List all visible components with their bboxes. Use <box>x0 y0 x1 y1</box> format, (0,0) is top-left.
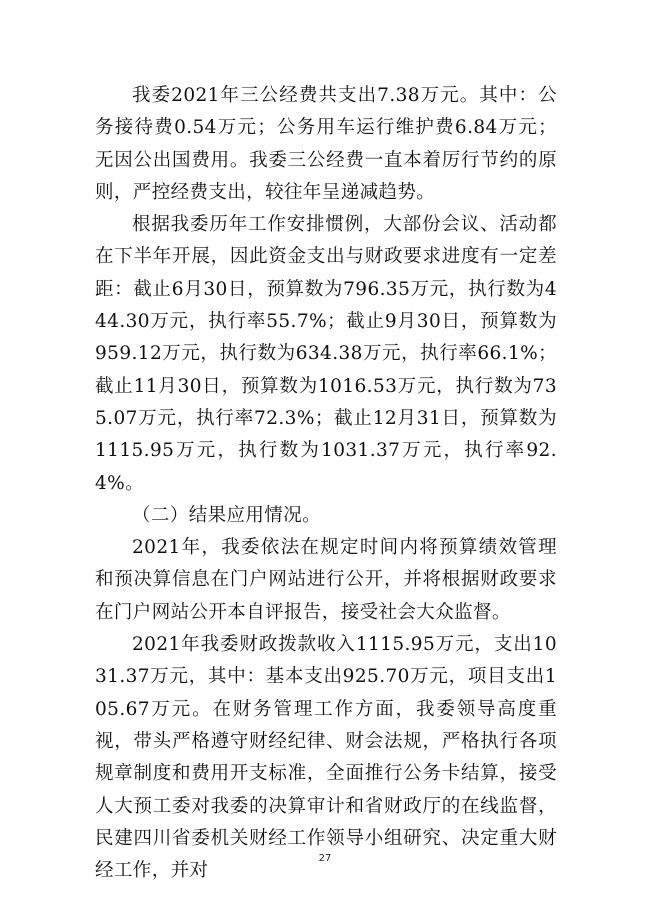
page-number: 27 <box>318 853 332 864</box>
paragraph-budget-execution: 根据我委历年工作安排惯例，大部份会议、活动都在下半年开展，因此资金支出与财政要求进度有一定差距：截止6月30日，预算数为796.35万元，执行数为444.30万元，执行率55.7%；截止9月30日，预算数为959.12万元，执行数为634.38万元，执行率66.1%；截止11月30日，预算数为1016.53万元，执行数为735.07万元，执行率72.3%；截止12月31日，预算数为1115.95万元，执行数为1031.37万元，执行率92.4%。 <box>95 214 557 494</box>
paragraph-disclosure: 2021年，我委依法在规定时间内将预算绩效管理和预决算信息在门户网站进行公开，并将根据财政要求在门户网站公开本自评报告，接受社会大众监督。 <box>95 537 557 623</box>
paragraph-three-public-expenses: 我委2021年三公经费共支出7.38万元。其中：公务接待费0.54万元；公务用车运行维护费6.84万元；无因公出国费用。我委三公经费一直本着厉行节约的原则，严控经费支出，较往年呈递减趋势。 <box>95 85 557 203</box>
paragraph-financial-management: 2021年我委财政拨款收入1115.95万元，支出1031.37万元，其中：基本支出925.70万元，项目支出105.67万元。在财务管理工作方面，我委领导高度重视，带头严格遵守财经纪律、财会法规，严格执行各项规章制度和费用开支标准，全面推行公务卡结算，接受人大预工委对我委的决算审计和省财政厅的在线监督，民建四川省委机关财经工作领导小组研究、决定重大财经工作，并对 <box>95 634 557 882</box>
section-heading-result-application: （二）结果应用情况。 <box>132 504 322 526</box>
body-text <box>95 80 557 887</box>
